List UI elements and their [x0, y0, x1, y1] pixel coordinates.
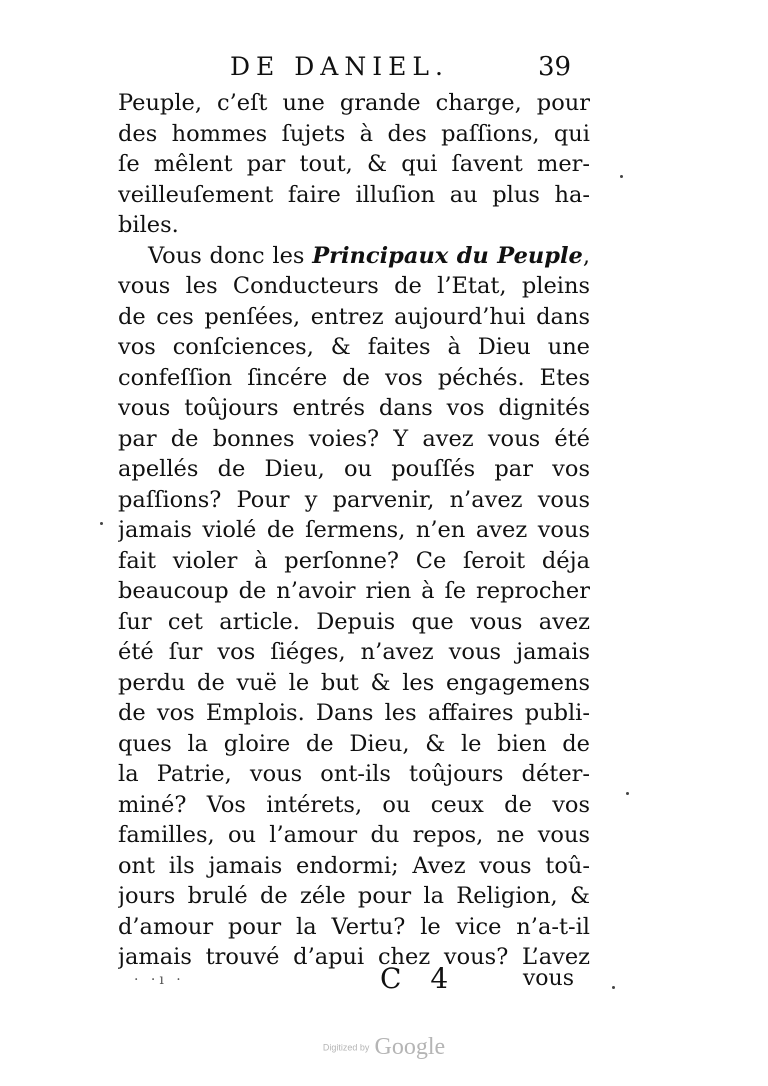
text-line: la Patrie, vous ont-ils toûjours déter- — [118, 761, 590, 787]
text-line: vos conſciences, & faites à Dieu une — [118, 334, 590, 360]
running-title: DE DANIEL. — [230, 52, 449, 81]
text-line: ſur cet article. Depuis que vous avez — [118, 608, 590, 635]
paragraph-start-line — [118, 241, 590, 272]
text-line: été ſur vos ſiéges, n’avez vous jamais — [118, 639, 590, 665]
text-line: biles. — [118, 212, 179, 238]
text-line: vous les Conducteurs de l’Etat, pleins — [118, 273, 590, 299]
ink-marks: · ·ı · — [134, 972, 185, 988]
text-line: ont ils jamais endormi; Avez vous toû- — [118, 852, 590, 879]
text-line: vous toûjours entrés dans vos dignités — [118, 395, 590, 421]
text-line: ſe mêlent par tout, & qui ſavent mer- — [118, 151, 590, 177]
text-segment: Vous donc les — [148, 242, 313, 269]
text-line: veilleuſement faire illuſion au plus ha- — [118, 181, 590, 208]
digitization-watermark — [300, 1034, 468, 1061]
signature-mark: C 4 — [380, 962, 459, 995]
watermark-prefix: Digitized by — [322, 1042, 370, 1053]
text-line: familles, ou l’amour du repos, ne vous — [118, 822, 590, 848]
ink-speck — [626, 792, 629, 795]
text-line: de vos Emplois. Dans les affaires publi- — [118, 700, 590, 726]
watermark-logo: Google — [374, 1034, 446, 1060]
text-line: confeſſion ſincére de vos péchés. Etes — [118, 364, 590, 391]
text-line: d’amour pour la Vertu? le vice n’a-t-il — [118, 913, 590, 940]
italic-phrase: Principaux du Peuple — [312, 242, 583, 269]
text-line: fait violer à perſonne? Ce ſeroit déja — [118, 547, 590, 574]
text-line: Peuple, c’eſt une grande charge, pour — [118, 90, 590, 116]
ink-speck — [612, 986, 615, 989]
page-footer — [118, 962, 590, 994]
text-line: de ces penſées, entrez aujourd’hui dans — [118, 303, 590, 330]
body-text — [118, 88, 590, 973]
text-segment: , — [582, 242, 590, 269]
catchword: vous — [522, 966, 574, 991]
text-line: jamais trouvé d’apui chez vous? L’avez — [118, 944, 590, 970]
page-number: 39 — [538, 52, 572, 82]
text-line: beaucoup de n’avoir rien à ſe reprocher — [118, 578, 590, 604]
text-line: paſſions? Pour y parvenir, n’avez vous — [118, 486, 590, 513]
text-line: par de bonnes voies? Y avez vous été — [118, 425, 590, 452]
text-line: miné? Vos intérets, ou ceux de vos — [118, 791, 590, 818]
ink-speck — [100, 522, 103, 525]
text-line: jours brulé de zéle pour la Religion, & — [118, 883, 590, 909]
text-line: perdu de vuë le but & les engagemens — [118, 669, 590, 696]
text-line: des hommes ſujets à des paſſions, qui — [118, 120, 590, 147]
text-line: apellés de Dieu, ou pouſſés par vos — [118, 456, 590, 482]
ink-speck — [620, 175, 623, 178]
text-line: jamais violé de ſermens, n’en avez vous — [118, 517, 590, 543]
text-line: ques la gloire de Dieu, & le bien de — [118, 730, 590, 757]
